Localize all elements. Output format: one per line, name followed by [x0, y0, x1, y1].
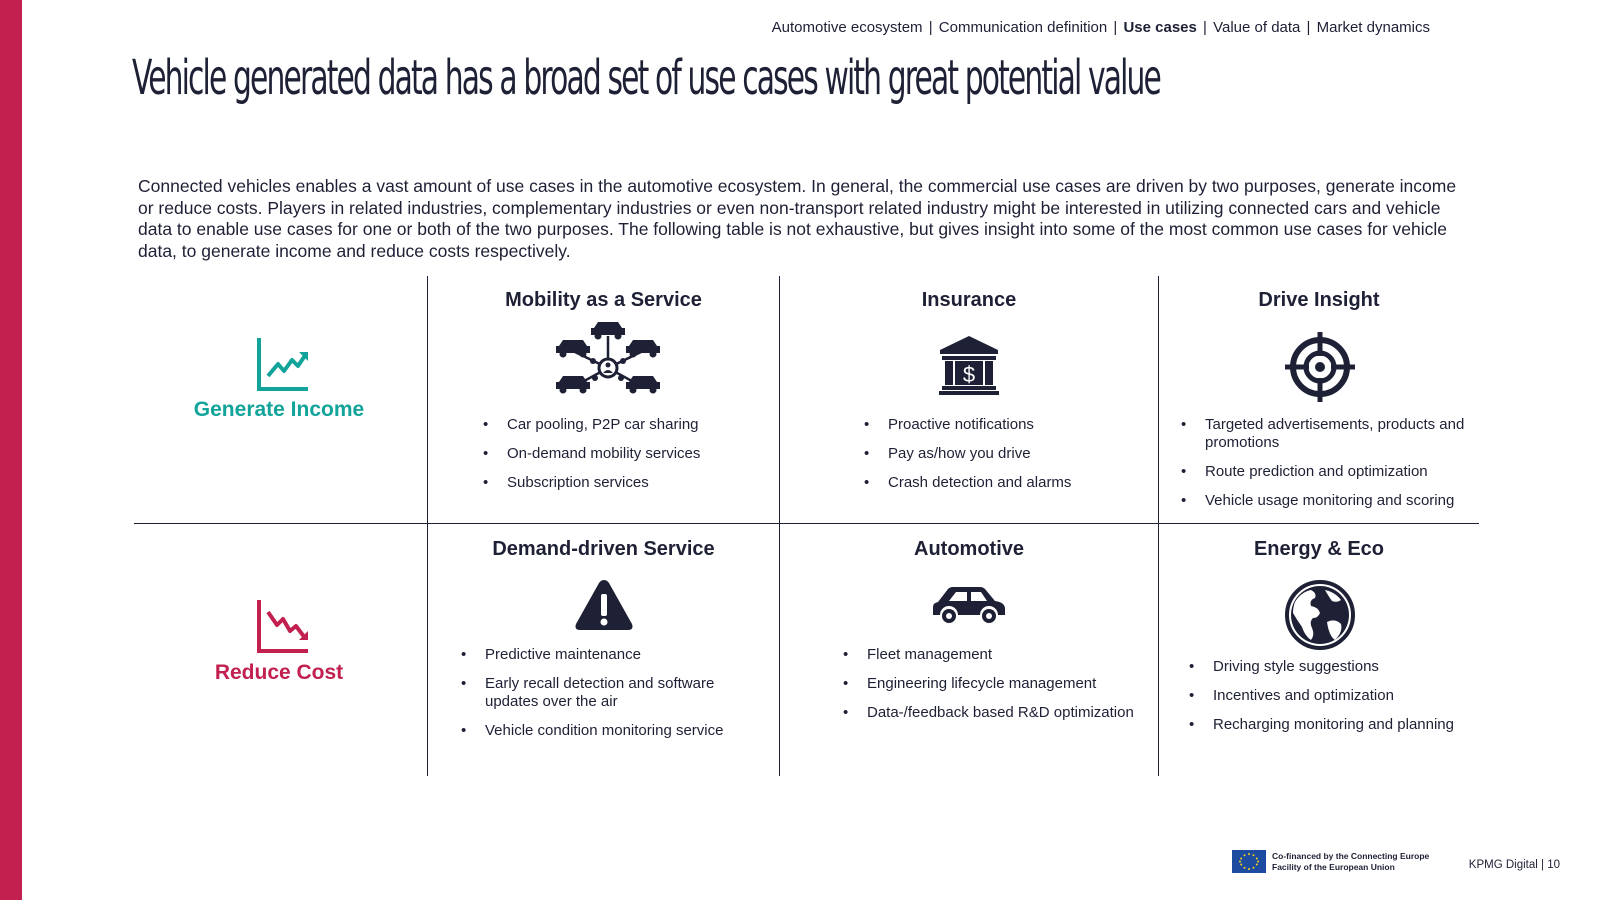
cell-title: Insurance [921, 289, 1017, 311]
trend-down-icon [256, 598, 310, 654]
eu-flag-icon [1232, 850, 1266, 873]
eu-cofinance-text [1272, 851, 1429, 873]
page-title: Vehicle generated data has a broad set of use cases with great potential value [132, 50, 1160, 106]
bullet-list [843, 646, 1143, 733]
list-item: • Early recall detection and software updates over the air [461, 675, 761, 711]
breadcrumb-item-active[interactable]: Use cases [1123, 19, 1197, 36]
cell-title: Automotive [914, 538, 1024, 560]
cell-title: Mobility as a Service [505, 289, 702, 311]
svg-text:$: $ [962, 362, 976, 387]
target-icon [1285, 332, 1355, 402]
eu-cofinance-logo [1232, 850, 1429, 873]
row-label-generate-income: Generate Income [193, 398, 365, 421]
cell-title: Demand-driven Service [492, 538, 715, 560]
bullet-list [461, 646, 761, 751]
list-item: • Driving style suggestions [1189, 658, 1479, 676]
car-network-icon [553, 318, 663, 404]
list-item: • Fleet management [843, 646, 1143, 664]
eu-line-2: Facility of the European Union [1272, 861, 1395, 872]
car-icon [932, 586, 1006, 624]
list-item: • Predictive maintenance [461, 646, 761, 664]
list-item: • Targeted advertisements, products and promotions [1181, 416, 1481, 452]
bullet-list [483, 416, 763, 503]
bullet-list [1181, 416, 1481, 521]
row-label-reduce-cost: Reduce Cost [214, 661, 344, 684]
use-case-table [134, 276, 1474, 776]
list-item: • Engineering lifecycle management [843, 675, 1143, 693]
list-item: • Incentives and optimization [1189, 687, 1479, 705]
page-footer: KPMG Digital | 10 [1468, 859, 1560, 871]
list-item: • Recharging monitoring and planning [1189, 716, 1479, 734]
list-item: • Data-/feedback based R&D optimization [843, 704, 1143, 722]
use-case-cell-mobility [428, 276, 779, 523]
breadcrumb-item[interactable]: Market dynamics [1316, 19, 1430, 36]
warning-icon [574, 578, 634, 632]
list-item: • Subscription services [483, 474, 763, 492]
breadcrumb: Automotive ecosystem | Communication definition | Use cases | Value of data | Market dynamics [771, 19, 1430, 36]
eu-line-1: Co-financed by the Connecting Europe [1272, 850, 1430, 861]
use-case-cell-energy [1159, 524, 1479, 776]
list-item: • Crash detection and alarms [864, 474, 1154, 492]
bullet-list [864, 416, 1154, 503]
use-case-cell-automotive [780, 524, 1158, 776]
list-item: • Vehicle condition monitoring service [461, 722, 761, 740]
cell-title: Drive Insight [1258, 289, 1380, 311]
bank-dollar-icon [938, 334, 1000, 396]
use-case-cell-demand-driven [428, 524, 779, 776]
list-item: • Proactive notifications [864, 416, 1154, 434]
cell-title: Energy & Eco [1253, 538, 1385, 560]
footer-brand: KPMG Digital [1468, 859, 1538, 871]
use-case-cell-drive-insight [1159, 276, 1479, 523]
list-item: • Pay as/how you drive [864, 445, 1154, 463]
bullet-list [1189, 658, 1479, 745]
trend-up-icon [256, 336, 310, 392]
intro-paragraph: Connected vehicles enables a vast amount of use cases in the automotive ecosystem. In general, the commercial use cases are driven by two purposes, generate income or reduce costs. Players in related industries, complementary industries or even non-transport related industry might be interested in utilizing connected cars and vehicle data to enable use cases for one or both of the two purposes. The following table is not exhaustive, but gives insight into some of the most common use cases for vehicle data, to generate income and reduce costs respectively. [138, 176, 1457, 261]
list-item: • Car pooling, P2P car sharing [483, 416, 763, 434]
breadcrumb-item[interactable]: Value of data [1213, 19, 1301, 36]
breadcrumb-item[interactable]: Communication definition [938, 19, 1108, 36]
page-number: 10 [1547, 859, 1560, 871]
list-item: • On-demand mobility services [483, 445, 763, 463]
use-case-cell-insurance [780, 276, 1158, 523]
breadcrumb-item[interactable]: Automotive ecosystem [771, 19, 923, 36]
list-item: • Route prediction and optimization [1181, 463, 1481, 481]
globe-icon [1285, 580, 1355, 650]
list-item: • Vehicle usage monitoring and scoring [1181, 492, 1481, 510]
accent-bar [0, 0, 22, 900]
